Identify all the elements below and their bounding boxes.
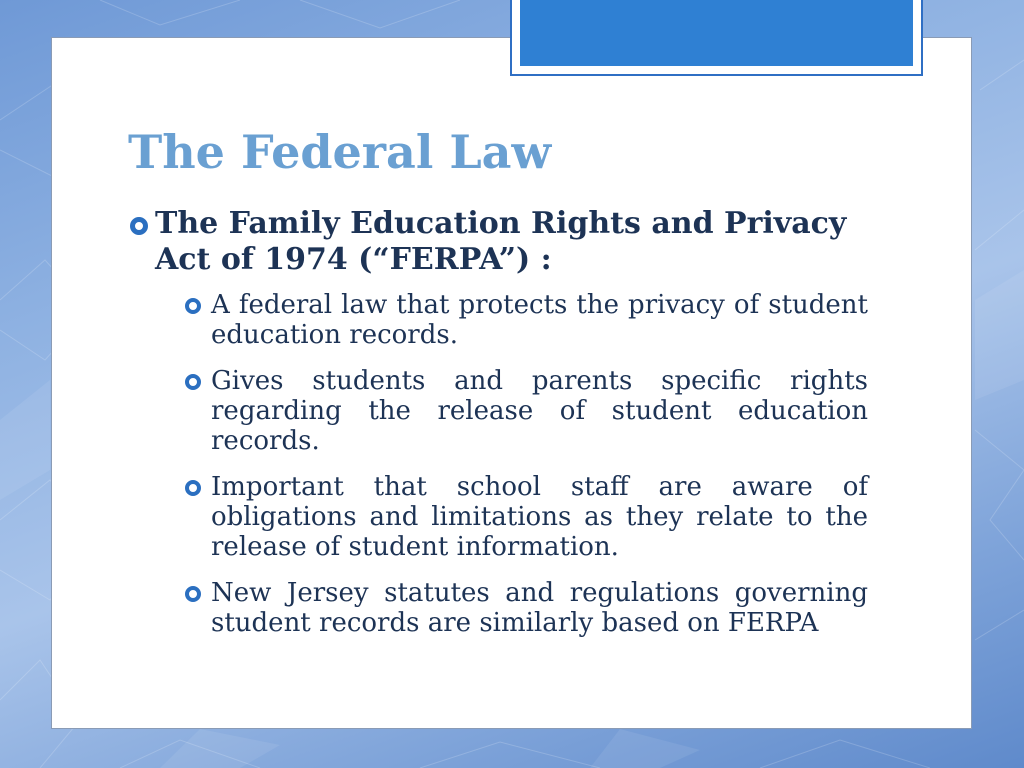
sub-bullet (155, 290, 868, 350)
sub-bullet-text: Gives students and parents specific rights regarding the release of student education records. (211, 366, 868, 456)
ring-bullet-icon (185, 298, 201, 314)
sub-bullet-text: Important that school staff are aware of obligations and limitations as they relate to the release of student information. (211, 472, 868, 562)
ring-bullet-icon (185, 480, 201, 496)
main-bullet-text: The Family Education Rights and Privacy Act of 1974 (“FERPA”) : (155, 206, 847, 277)
sub-bullet-text: A federal law that protects the privacy of student education records. (211, 290, 868, 350)
ring-bullet-icon (130, 217, 148, 235)
ring-bullet-icon (185, 374, 201, 390)
main-bullet (128, 206, 868, 638)
header-accent-fill (520, 0, 913, 66)
sub-bullet (155, 366, 868, 456)
sub-bullet-text: New Jersey statutes and regulations governing student records are similarly based on FERPA (211, 578, 868, 638)
sub-bullet (155, 578, 868, 638)
slide-title: The Federal Law (128, 125, 552, 179)
sub-bullet-list (155, 290, 868, 638)
header-accent-tab (510, 0, 923, 76)
sub-bullet (155, 472, 868, 562)
ring-bullet-icon (185, 586, 201, 602)
bullet-list (128, 206, 868, 654)
